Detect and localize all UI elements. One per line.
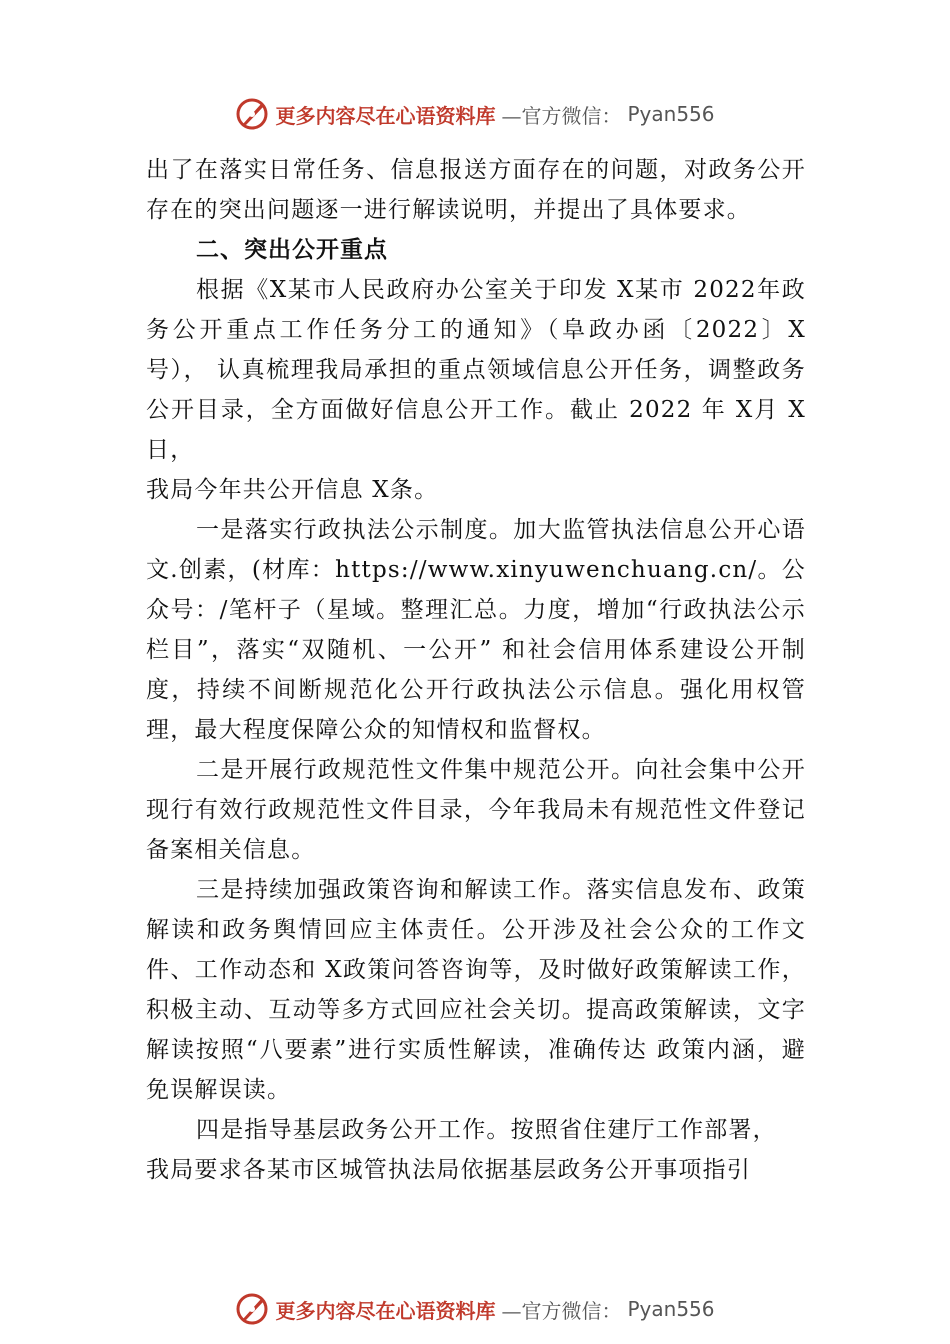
paragraph-item-2: 二是开展行政规范性文件集中规范公开。向社会集中公开现行有效行政规范性文件目录，今年我局未有规范性文件登记备案相关信息。 <box>146 757 806 863</box>
paragraph-item-4: 四是指导基层政务公开工作。按照省住建厅工作部署， <box>196 1117 777 1143</box>
header-banner <box>0 94 950 134</box>
banner-wechat-id: Pyan556 <box>627 102 715 126</box>
paragraph-item-1: 一是落实行政执法公示制度。加大监管执法信息公开心语文.创素，(材库：https://www.xinyuwenchuang.cn/。公众号：/笔杆子（星域。整理汇总。力度，增加“行政执法公示栏目”，落实“双随机、一公开” 和社会信用体系建设公开制度，持续不间断规范化公开行政执法公示信息。强化用权管理，最大程度保障公众的知情权和监督权。 <box>146 517 806 743</box>
banner-separator: —官方微信： <box>501 103 622 128</box>
document-body <box>146 150 806 1190</box>
banner-title: 更多内容尽在心语资料库 <box>275 1298 496 1323</box>
footer-banner <box>0 1289 950 1329</box>
banner-title: 更多内容尽在心语资料库 <box>275 103 496 128</box>
quill-pen-seal-icon <box>235 97 269 131</box>
paragraph-basis: 根据《X某市人民政府办公室关于印发 X某市 2022年政务公开重点工作任务分工的通知》（阜政办函〔2022〕X号）， 认真梳理我局承担的重点领域信息公开任务，调整政务公开目录，全方面做好信息公开工作。截止 2022 年 X月 X日， <box>146 277 806 463</box>
paragraph-continuation: 出了在落实日常任务、信息报送方面存在的问题，对政务公开存在的突出问题逐一进行解读说明，并提出了具体要求。 <box>146 157 806 223</box>
paragraph-item-4-continued: 我局要求各某市区城管执法局依据基层政务公开事项指引 <box>146 1157 751 1183</box>
banner-separator: —官方微信： <box>501 1298 622 1323</box>
banner-wechat-id: Pyan556 <box>627 1297 715 1321</box>
paragraph-count: 我局今年共公开信息 X条。 <box>146 477 439 503</box>
section-heading: 二、突出公开重点 <box>196 237 388 263</box>
quill-pen-seal-icon <box>235 1292 269 1326</box>
paragraph-item-3: 三是持续加强政策咨询和解读工作。落实信息发布、政策解读和政务舆情回应主体责任。公开涉及社会公众的工作文件、工作动态和 X政策问答咨询等，及时做好政策解读工作，积极主动、互动等多方式回应社会关切。提高政策解读，文字解读按照“八要素”进行实质性解读，准确传达 政策内涵，避免误解误读。 <box>146 877 806 1103</box>
